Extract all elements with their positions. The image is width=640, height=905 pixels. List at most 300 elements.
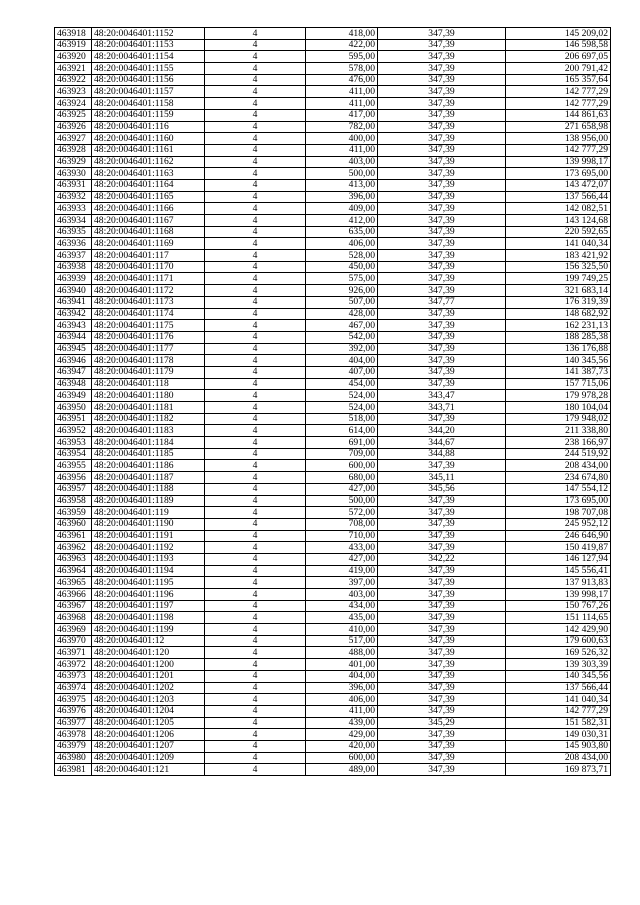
cadastral-number-cell: 48:20:0046401:1173 [92, 296, 205, 308]
row-number-cell: 463964 [55, 565, 92, 577]
class-cell: 4 [205, 600, 306, 612]
table-row [55, 565, 611, 577]
table-row [55, 729, 611, 741]
unit-price-cell: 347,39 [378, 542, 506, 554]
area-cell: 404,00 [306, 355, 378, 367]
class-cell: 4 [205, 413, 306, 425]
cadastral-number-cell: 48:20:0046401:12 [92, 635, 205, 647]
cadastral-number-cell: 48:20:0046401:1188 [92, 483, 205, 495]
table-row [55, 343, 611, 355]
row-number-cell: 463959 [55, 507, 92, 519]
unit-price-cell: 345,29 [378, 717, 506, 729]
unit-price-cell: 347,39 [378, 226, 506, 238]
total-value-cell: 173 695,00 [506, 168, 611, 180]
row-number-cell: 463949 [55, 390, 92, 402]
unit-price-cell: 342,22 [378, 553, 506, 565]
row-number-cell: 463971 [55, 647, 92, 659]
total-value-cell: 137 566,44 [506, 191, 611, 203]
table-row [55, 682, 611, 694]
area-cell: 411,00 [306, 98, 378, 110]
cadastral-number-cell: 48:20:0046401:1197 [92, 600, 205, 612]
total-value-cell: 139 303,39 [506, 659, 611, 671]
area-cell: 427,00 [306, 553, 378, 565]
class-cell: 4 [205, 705, 306, 717]
row-number-cell: 463969 [55, 624, 92, 636]
unit-price-cell: 347,39 [378, 530, 506, 542]
total-value-cell: 140 345,56 [506, 670, 611, 682]
row-number-cell: 463951 [55, 413, 92, 425]
table-row [55, 74, 611, 86]
area-cell: 614,00 [306, 425, 378, 437]
area-cell: 454,00 [306, 378, 378, 390]
total-value-cell: 271 658,98 [506, 121, 611, 133]
class-cell: 4 [205, 109, 306, 121]
row-number-cell: 463966 [55, 589, 92, 601]
cadastral-number-cell: 48:20:0046401:119 [92, 507, 205, 519]
row-number-cell: 463947 [55, 366, 92, 378]
table-row [55, 507, 611, 519]
total-value-cell: 145 209,02 [506, 28, 611, 40]
area-cell: 420,00 [306, 740, 378, 752]
class-cell: 4 [205, 39, 306, 51]
total-value-cell: 143 124,68 [506, 215, 611, 227]
row-number-cell: 463931 [55, 179, 92, 191]
total-value-cell: 198 707,08 [506, 507, 611, 519]
total-value-cell: 179 600,63 [506, 635, 611, 647]
table-row [55, 448, 611, 460]
class-cell: 4 [205, 507, 306, 519]
row-number-cell: 463977 [55, 717, 92, 729]
table-row [55, 238, 611, 250]
total-value-cell: 246 646,90 [506, 530, 611, 542]
class-cell: 4 [205, 250, 306, 262]
total-value-cell: 137 913,83 [506, 577, 611, 589]
area-cell: 680,00 [306, 472, 378, 484]
area-cell: 782,00 [306, 121, 378, 133]
table-row [55, 133, 611, 145]
total-value-cell: 206 697,05 [506, 51, 611, 63]
row-number-cell: 463920 [55, 51, 92, 63]
total-value-cell: 145 556,41 [506, 565, 611, 577]
class-cell: 4 [205, 378, 306, 390]
total-value-cell: 141 040,34 [506, 694, 611, 706]
cadastral-number-cell: 48:20:0046401:1192 [92, 542, 205, 554]
cadastral-number-cell: 48:20:0046401:1201 [92, 670, 205, 682]
table-row [55, 670, 611, 682]
unit-price-cell: 347,39 [378, 682, 506, 694]
table-row [55, 226, 611, 238]
row-number-cell: 463960 [55, 518, 92, 530]
area-cell: 507,00 [306, 296, 378, 308]
unit-price-cell: 347,39 [378, 86, 506, 98]
total-value-cell: 151 582,31 [506, 717, 611, 729]
cadastral-number-cell: 48:20:0046401:1161 [92, 144, 205, 156]
unit-price-cell: 344,20 [378, 425, 506, 437]
class-cell: 4 [205, 460, 306, 472]
row-number-cell: 463973 [55, 670, 92, 682]
class-cell: 4 [205, 343, 306, 355]
row-number-cell: 463950 [55, 402, 92, 414]
cadastral-number-cell: 48:20:0046401:1176 [92, 331, 205, 343]
unit-price-cell: 347,39 [378, 670, 506, 682]
total-value-cell: 146 127,94 [506, 553, 611, 565]
table-row [55, 378, 611, 390]
table-row [55, 390, 611, 402]
unit-price-cell: 347,39 [378, 168, 506, 180]
total-value-cell: 183 421,92 [506, 250, 611, 262]
unit-price-cell: 347,39 [378, 250, 506, 262]
unit-price-cell: 347,39 [378, 705, 506, 717]
area-cell: 467,00 [306, 320, 378, 332]
row-number-cell: 463968 [55, 612, 92, 624]
unit-price-cell: 347,39 [378, 460, 506, 472]
unit-price-cell: 347,39 [378, 320, 506, 332]
row-number-cell: 463942 [55, 308, 92, 320]
unit-price-cell: 347,39 [378, 507, 506, 519]
total-value-cell: 142 777,29 [506, 144, 611, 156]
total-value-cell: 142 082,51 [506, 203, 611, 215]
table-row [55, 694, 611, 706]
row-number-cell: 463928 [55, 144, 92, 156]
total-value-cell: 234 674,80 [506, 472, 611, 484]
row-number-cell: 463939 [55, 273, 92, 285]
class-cell: 4 [205, 296, 306, 308]
area-cell: 439,00 [306, 717, 378, 729]
table-row [55, 553, 611, 565]
class-cell: 4 [205, 647, 306, 659]
cadastral-number-cell: 48:20:0046401:1170 [92, 261, 205, 273]
row-number-cell: 463976 [55, 705, 92, 717]
row-number-cell: 463925 [55, 109, 92, 121]
unit-price-cell: 347,39 [378, 635, 506, 647]
cadastral-number-cell: 48:20:0046401:1203 [92, 694, 205, 706]
class-cell: 4 [205, 448, 306, 460]
cadastral-number-cell: 48:20:0046401:1160 [92, 133, 205, 145]
class-cell: 4 [205, 729, 306, 741]
class-cell: 4 [205, 694, 306, 706]
total-value-cell: 142 777,29 [506, 705, 611, 717]
area-cell: 489,00 [306, 764, 378, 776]
row-number-cell: 463958 [55, 495, 92, 507]
cadastral-number-cell: 48:20:0046401:1179 [92, 366, 205, 378]
class-cell: 4 [205, 565, 306, 577]
row-number-cell: 463962 [55, 542, 92, 554]
area-cell: 524,00 [306, 402, 378, 414]
class-cell: 4 [205, 518, 306, 530]
unit-price-cell: 344,88 [378, 448, 506, 460]
unit-price-cell: 347,39 [378, 238, 506, 250]
unit-price-cell: 347,39 [378, 612, 506, 624]
row-number-cell: 463963 [55, 553, 92, 565]
table-row [55, 51, 611, 63]
total-value-cell: 142 429,90 [506, 624, 611, 636]
area-cell: 635,00 [306, 226, 378, 238]
class-cell: 4 [205, 682, 306, 694]
table-row [55, 250, 611, 262]
area-cell: 595,00 [306, 51, 378, 63]
unit-price-cell: 345,56 [378, 483, 506, 495]
table-row [55, 542, 611, 554]
class-cell: 4 [205, 144, 306, 156]
class-cell: 4 [205, 495, 306, 507]
unit-price-cell: 347,39 [378, 694, 506, 706]
cadastral-number-cell: 48:20:0046401:118 [92, 378, 205, 390]
class-cell: 4 [205, 226, 306, 238]
cadastral-number-cell: 48:20:0046401:1202 [92, 682, 205, 694]
area-cell: 407,00 [306, 366, 378, 378]
unit-price-cell: 347,39 [378, 215, 506, 227]
cadastral-number-cell: 48:20:0046401:1152 [92, 28, 205, 40]
unit-price-cell: 347,39 [378, 565, 506, 577]
row-number-cell: 463923 [55, 86, 92, 98]
class-cell: 4 [205, 86, 306, 98]
cadastral-number-cell: 48:20:0046401:1207 [92, 740, 205, 752]
area-cell: 400,00 [306, 133, 378, 145]
cadastral-number-cell: 48:20:0046401:1178 [92, 355, 205, 367]
cadastral-number-cell: 48:20:0046401:1190 [92, 518, 205, 530]
table-row [55, 425, 611, 437]
row-number-cell: 463930 [55, 168, 92, 180]
cadastral-number-cell: 48:20:0046401:1199 [92, 624, 205, 636]
total-value-cell: 146 598,58 [506, 39, 611, 51]
cadastral-number-cell: 48:20:0046401:1184 [92, 437, 205, 449]
total-value-cell: 169 526,32 [506, 647, 611, 659]
cadastral-number-cell: 48:20:0046401:1165 [92, 191, 205, 203]
table-row [55, 296, 611, 308]
table-row [55, 366, 611, 378]
table-row [55, 203, 611, 215]
row-number-cell: 463967 [55, 600, 92, 612]
area-cell: 397,00 [306, 577, 378, 589]
table-body [55, 28, 611, 776]
table-row [55, 740, 611, 752]
cadastral-number-cell: 48:20:0046401:1182 [92, 413, 205, 425]
area-cell: 433,00 [306, 542, 378, 554]
row-number-cell: 463980 [55, 752, 92, 764]
row-number-cell: 463956 [55, 472, 92, 484]
class-cell: 4 [205, 285, 306, 297]
cadastral-number-cell: 48:20:0046401:1155 [92, 63, 205, 75]
class-cell: 4 [205, 320, 306, 332]
area-cell: 488,00 [306, 647, 378, 659]
cadastral-number-cell: 48:20:0046401:1175 [92, 320, 205, 332]
cadastral-number-cell: 48:20:0046401:1157 [92, 86, 205, 98]
class-cell: 4 [205, 366, 306, 378]
cadastral-number-cell: 48:20:0046401:1168 [92, 226, 205, 238]
unit-price-cell: 347,39 [378, 752, 506, 764]
row-number-cell: 463936 [55, 238, 92, 250]
row-number-cell: 463932 [55, 191, 92, 203]
row-number-cell: 463927 [55, 133, 92, 145]
unit-price-cell: 343,71 [378, 402, 506, 414]
unit-price-cell: 347,39 [378, 156, 506, 168]
total-value-cell: 156 325,50 [506, 261, 611, 273]
class-cell: 4 [205, 74, 306, 86]
unit-price-cell: 347,39 [378, 273, 506, 285]
class-cell: 4 [205, 133, 306, 145]
table-row [55, 460, 611, 472]
table-row [55, 355, 611, 367]
unit-price-cell: 347,39 [378, 109, 506, 121]
class-cell: 4 [205, 612, 306, 624]
cadastral-number-cell: 48:20:0046401:1169 [92, 238, 205, 250]
total-value-cell: 211 338,80 [506, 425, 611, 437]
total-value-cell: 139 998,17 [506, 589, 611, 601]
table-row [55, 109, 611, 121]
area-cell: 403,00 [306, 589, 378, 601]
area-cell: 542,00 [306, 331, 378, 343]
cadastral-value-table [54, 27, 611, 776]
table-row [55, 483, 611, 495]
table-row [55, 495, 611, 507]
total-value-cell: 199 749,25 [506, 273, 611, 285]
area-cell: 422,00 [306, 39, 378, 51]
class-cell: 4 [205, 215, 306, 227]
area-cell: 476,00 [306, 74, 378, 86]
total-value-cell: 165 357,64 [506, 74, 611, 86]
area-cell: 600,00 [306, 460, 378, 472]
table-row [55, 168, 611, 180]
unit-price-cell: 347,39 [378, 179, 506, 191]
unit-price-cell: 347,39 [378, 764, 506, 776]
row-number-cell: 463941 [55, 296, 92, 308]
class-cell: 4 [205, 752, 306, 764]
row-number-cell: 463943 [55, 320, 92, 332]
unit-price-cell: 347,39 [378, 378, 506, 390]
cadastral-number-cell: 48:20:0046401:1166 [92, 203, 205, 215]
total-value-cell: 169 873,71 [506, 764, 611, 776]
total-value-cell: 208 434,00 [506, 752, 611, 764]
table-row [55, 577, 611, 589]
table-row [55, 589, 611, 601]
unit-price-cell: 347,39 [378, 39, 506, 51]
table-row [55, 413, 611, 425]
unit-price-cell: 347,39 [378, 343, 506, 355]
row-number-cell: 463970 [55, 635, 92, 647]
area-cell: 518,00 [306, 413, 378, 425]
row-number-cell: 463935 [55, 226, 92, 238]
area-cell: 410,00 [306, 624, 378, 636]
cadastral-number-cell: 48:20:0046401:1164 [92, 179, 205, 191]
row-number-cell: 463926 [55, 121, 92, 133]
cadastral-number-cell: 48:20:0046401:1181 [92, 402, 205, 414]
class-cell: 4 [205, 577, 306, 589]
area-cell: 417,00 [306, 109, 378, 121]
unit-price-cell: 347,39 [378, 191, 506, 203]
cadastral-number-cell: 48:20:0046401:1156 [92, 74, 205, 86]
table-row [55, 600, 611, 612]
cadastral-number-cell: 48:20:0046401:1186 [92, 460, 205, 472]
total-value-cell: 149 030,31 [506, 729, 611, 741]
area-cell: 418,00 [306, 28, 378, 40]
class-cell: 4 [205, 355, 306, 367]
row-number-cell: 463944 [55, 331, 92, 343]
unit-price-cell: 347,39 [378, 518, 506, 530]
class-cell: 4 [205, 402, 306, 414]
unit-price-cell: 347,39 [378, 589, 506, 601]
unit-price-cell: 347,39 [378, 647, 506, 659]
class-cell: 4 [205, 273, 306, 285]
row-number-cell: 463940 [55, 285, 92, 297]
row-number-cell: 463948 [55, 378, 92, 390]
total-value-cell: 200 791,42 [506, 63, 611, 75]
row-number-cell: 463945 [55, 343, 92, 355]
area-cell: 404,00 [306, 670, 378, 682]
total-value-cell: 220 592,65 [506, 226, 611, 238]
table-row [55, 659, 611, 671]
class-cell: 4 [205, 589, 306, 601]
area-cell: 708,00 [306, 518, 378, 530]
row-number-cell: 463937 [55, 250, 92, 262]
total-value-cell: 143 472,07 [506, 179, 611, 191]
table-row [55, 98, 611, 110]
area-cell: 926,00 [306, 285, 378, 297]
unit-price-cell: 345,11 [378, 472, 506, 484]
cadastral-number-cell: 48:20:0046401:1191 [92, 530, 205, 542]
area-cell: 572,00 [306, 507, 378, 519]
area-cell: 412,00 [306, 215, 378, 227]
area-cell: 392,00 [306, 343, 378, 355]
total-value-cell: 141 387,73 [506, 366, 611, 378]
area-cell: 500,00 [306, 495, 378, 507]
unit-price-cell: 347,39 [378, 133, 506, 145]
table-row [55, 273, 611, 285]
table-row [55, 437, 611, 449]
unit-price-cell: 347,39 [378, 285, 506, 297]
unit-price-cell: 347,39 [378, 740, 506, 752]
total-value-cell: 179 978,28 [506, 390, 611, 402]
cadastral-number-cell: 48:20:0046401:120 [92, 647, 205, 659]
cadastral-number-cell: 48:20:0046401:1171 [92, 273, 205, 285]
class-cell: 4 [205, 553, 306, 565]
unit-price-cell: 347,39 [378, 308, 506, 320]
area-cell: 528,00 [306, 250, 378, 262]
total-value-cell: 136 176,88 [506, 343, 611, 355]
unit-price-cell: 347,39 [378, 63, 506, 75]
total-value-cell: 173 695,00 [506, 495, 611, 507]
table-row [55, 705, 611, 717]
total-value-cell: 176 319,39 [506, 296, 611, 308]
class-cell: 4 [205, 28, 306, 40]
cadastral-number-cell: 48:20:0046401:1198 [92, 612, 205, 624]
area-cell: 413,00 [306, 179, 378, 191]
area-cell: 578,00 [306, 63, 378, 75]
total-value-cell: 245 952,12 [506, 518, 611, 530]
class-cell: 4 [205, 635, 306, 647]
cadastral-number-cell: 48:20:0046401:1200 [92, 659, 205, 671]
total-value-cell: 157 715,06 [506, 378, 611, 390]
row-number-cell: 463974 [55, 682, 92, 694]
class-cell: 4 [205, 542, 306, 554]
total-value-cell: 244 519,92 [506, 448, 611, 460]
unit-price-cell: 347,39 [378, 413, 506, 425]
unit-price-cell: 347,39 [378, 577, 506, 589]
class-cell: 4 [205, 238, 306, 250]
class-cell: 4 [205, 437, 306, 449]
area-cell: 500,00 [306, 168, 378, 180]
class-cell: 4 [205, 764, 306, 776]
unit-price-cell: 347,39 [378, 144, 506, 156]
table-row [55, 179, 611, 191]
unit-price-cell: 347,39 [378, 28, 506, 40]
total-value-cell: 238 166,97 [506, 437, 611, 449]
row-number-cell: 463978 [55, 729, 92, 741]
unit-price-cell: 347,39 [378, 600, 506, 612]
table-row [55, 28, 611, 40]
total-value-cell: 188 285,38 [506, 331, 611, 343]
area-cell: 403,00 [306, 156, 378, 168]
row-number-cell: 463957 [55, 483, 92, 495]
